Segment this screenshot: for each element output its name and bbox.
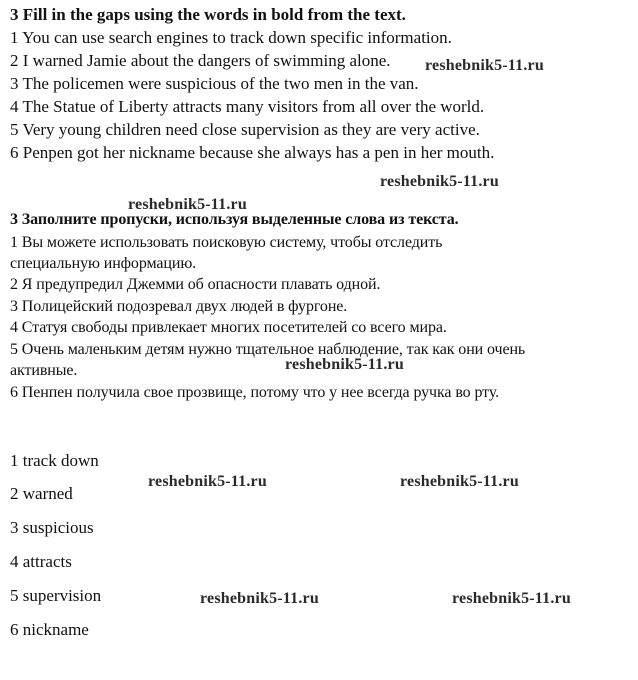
watermark-6: reshebnik5-11.ru — [400, 473, 519, 490]
russian-item-1: 1 Вы можете использовать поисковую систему, чтобы отследить — [10, 234, 443, 251]
english-item-1: 1 You can use search engines to track down specific information. — [10, 28, 452, 47]
answer-3: 3 suspicious — [10, 518, 94, 537]
russian-item-6: 6 Пенпен получила свое прозвище, потому что у нее всегда ручка во рту. — [10, 384, 500, 401]
russian-item-3: 3 Полицейский подозревал двух людей в фургоне. — [10, 298, 348, 315]
russian-item-1-cont: специальную информацию. — [10, 255, 197, 272]
watermark-5: reshebnik5-11.ru — [148, 473, 267, 490]
watermark-3: reshebnik5-11.ru — [128, 196, 247, 213]
russian-item-5-cont: активные. — [10, 362, 78, 379]
english-item-6: 6 Penpen got her nickname because she always has a pen in her mouth. — [10, 143, 495, 162]
russian-item-4: 4 Статуя свободы привлекает многих посетителей со всего мира. — [10, 319, 447, 336]
answer-5: 5 supervision — [10, 586, 102, 605]
watermark-8: reshebnik5-11.ru — [452, 590, 571, 607]
answer-2: 2 warned — [10, 484, 73, 503]
english-heading: 3 Fill in the gaps using the words in bold from the text. — [10, 5, 406, 24]
english-item-2: 2 I warned Jamie about the dangers of swimming alone. — [10, 51, 391, 70]
watermark-2: reshebnik5-11.ru — [380, 173, 499, 190]
russian-heading: 3 Заполните пропуски, используя выделенные слова из текста. — [10, 211, 459, 228]
english-item-3: 3 The policemen were suspicious of the two men in the van. — [10, 74, 419, 93]
answer-1: 1 track down — [10, 451, 99, 470]
russian-item-5: 5 Очень маленьким детям нужно тщательное наблюдение, так как они очень — [10, 341, 526, 358]
watermark-4: reshebnik5-11.ru — [285, 356, 404, 373]
russian-item-2: 2 Я предупредил Джемми об опасности плавать одной. — [10, 276, 381, 293]
answer-6: 6 nickname — [10, 620, 89, 639]
watermark-7: reshebnik5-11.ru — [200, 590, 319, 607]
watermark-1: reshebnik5-11.ru — [425, 57, 544, 74]
english-item-5: 5 Very young children need close supervision as they are very active. — [10, 120, 480, 139]
english-item-4: 4 The Statue of Liberty attracts many visitors from all over the world. — [10, 97, 485, 116]
answer-4: 4 attracts — [10, 552, 72, 571]
